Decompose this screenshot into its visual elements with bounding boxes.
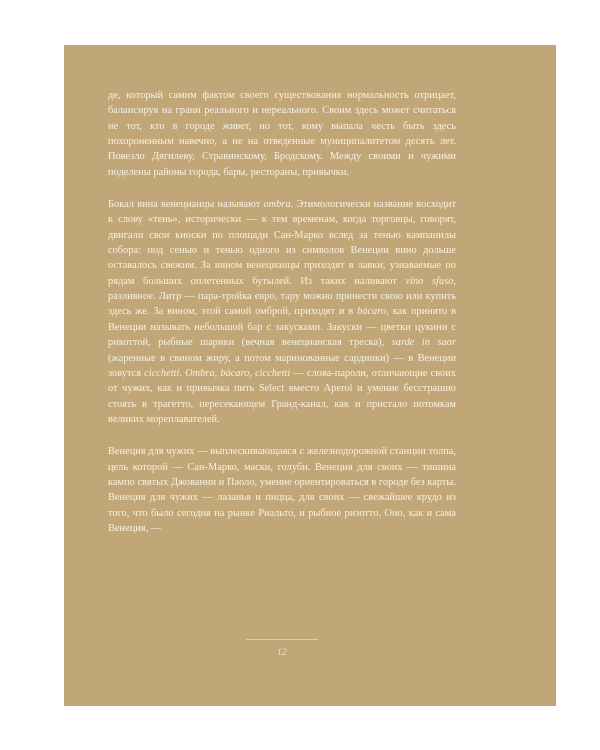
body-text-run: Бокал вина венецианцы называют (108, 199, 264, 211)
italic-term: bàcaro (357, 306, 387, 318)
page-text-block (108, 88, 456, 536)
body-text-run: , разливное. Литр — пара-тройка евро, тару можно принести свою или купить здесь же. За вином, этой самой омброй, приходят и в (108, 275, 456, 318)
italic-term: Ombra (185, 367, 215, 379)
paragraph-2 (108, 197, 456, 427)
page-number: 12 (277, 647, 287, 657)
body-text-run: , (249, 367, 256, 379)
paragraph-3 (108, 444, 456, 536)
body-text-run: . (179, 367, 186, 379)
italic-term: cicchetti (255, 367, 291, 379)
body-text-run: . Этимологически название восходит к слову «тень», исторически — к тем временам, когда торговцы, говорят, двигали свои киоски по площади Сан-Марко вслед за тенью кампанилы собора: под сенью и тенью одного из символов Венеции вино дольше оставалось свежим. За вином венецианцы приходят в лавки, узнаваемые по рядам больших оплетенных бутылей. Из таких наливают (108, 199, 456, 287)
italic-term: cicchetti (144, 367, 180, 379)
folio-divider-rule (246, 639, 318, 640)
body-text-run: (жаренные в свином жиру, а потом маринованные сардинки) — в Венеции зовутся (108, 352, 456, 379)
body-text-run: , как принято в Венеции называть небольшой бар с закусками. Закуски — цветки цукини с рикоттой, рыбные шарики (вечная венецианская треска), (108, 306, 457, 349)
body-text-run: — слова-пароли, отличающие своих от чужих, как и привычка пить Select вместо Aperol и умение бесстрашно стоять в трагетто, пересекающем Гранд-канал, как и пристало потомкам великих мореплавателей. (108, 367, 457, 425)
body-text-run: де, который самим фактом своего существования нормальность отрицает, балансируя на грани реального и нереального. Своим здесь может считаться не тот, кто в городе живет, но тот, кому выпала честь быть здесь похороненным навечно, а не на отведенные муниципалитетом десять лет. Повезло Дягилеву, Стравинскому, Бродскому. Между своими и чужими поделены районы города, бары, рестораны, привычки. (108, 90, 456, 178)
italic-term: ombra (263, 199, 291, 211)
italic-term: vino sfuso (405, 275, 454, 287)
paragraph-1 (108, 88, 456, 180)
italic-term: sarde in saor (391, 337, 456, 349)
italic-term: bàcaro (220, 367, 250, 379)
book-page-sheet (64, 45, 556, 706)
body-text-run: , (214, 367, 221, 379)
body-text-run: Венеция для чужих — выплескивающаяся с железнодорожной станции толпа, цель которой — Сан-Марко, маски, голуби. Венеция для своих — тишина кампо святых Джованни и Паоло, умение ориентироваться в городе без карты. Венеция для чужих — лазанья и пицца, для своих — свежайшее крудо из того, что было сегодня на рынке Риальто, и рыбное ризотто. Оно, как и сама Венеция, — (108, 446, 456, 534)
page-footer (108, 639, 456, 658)
